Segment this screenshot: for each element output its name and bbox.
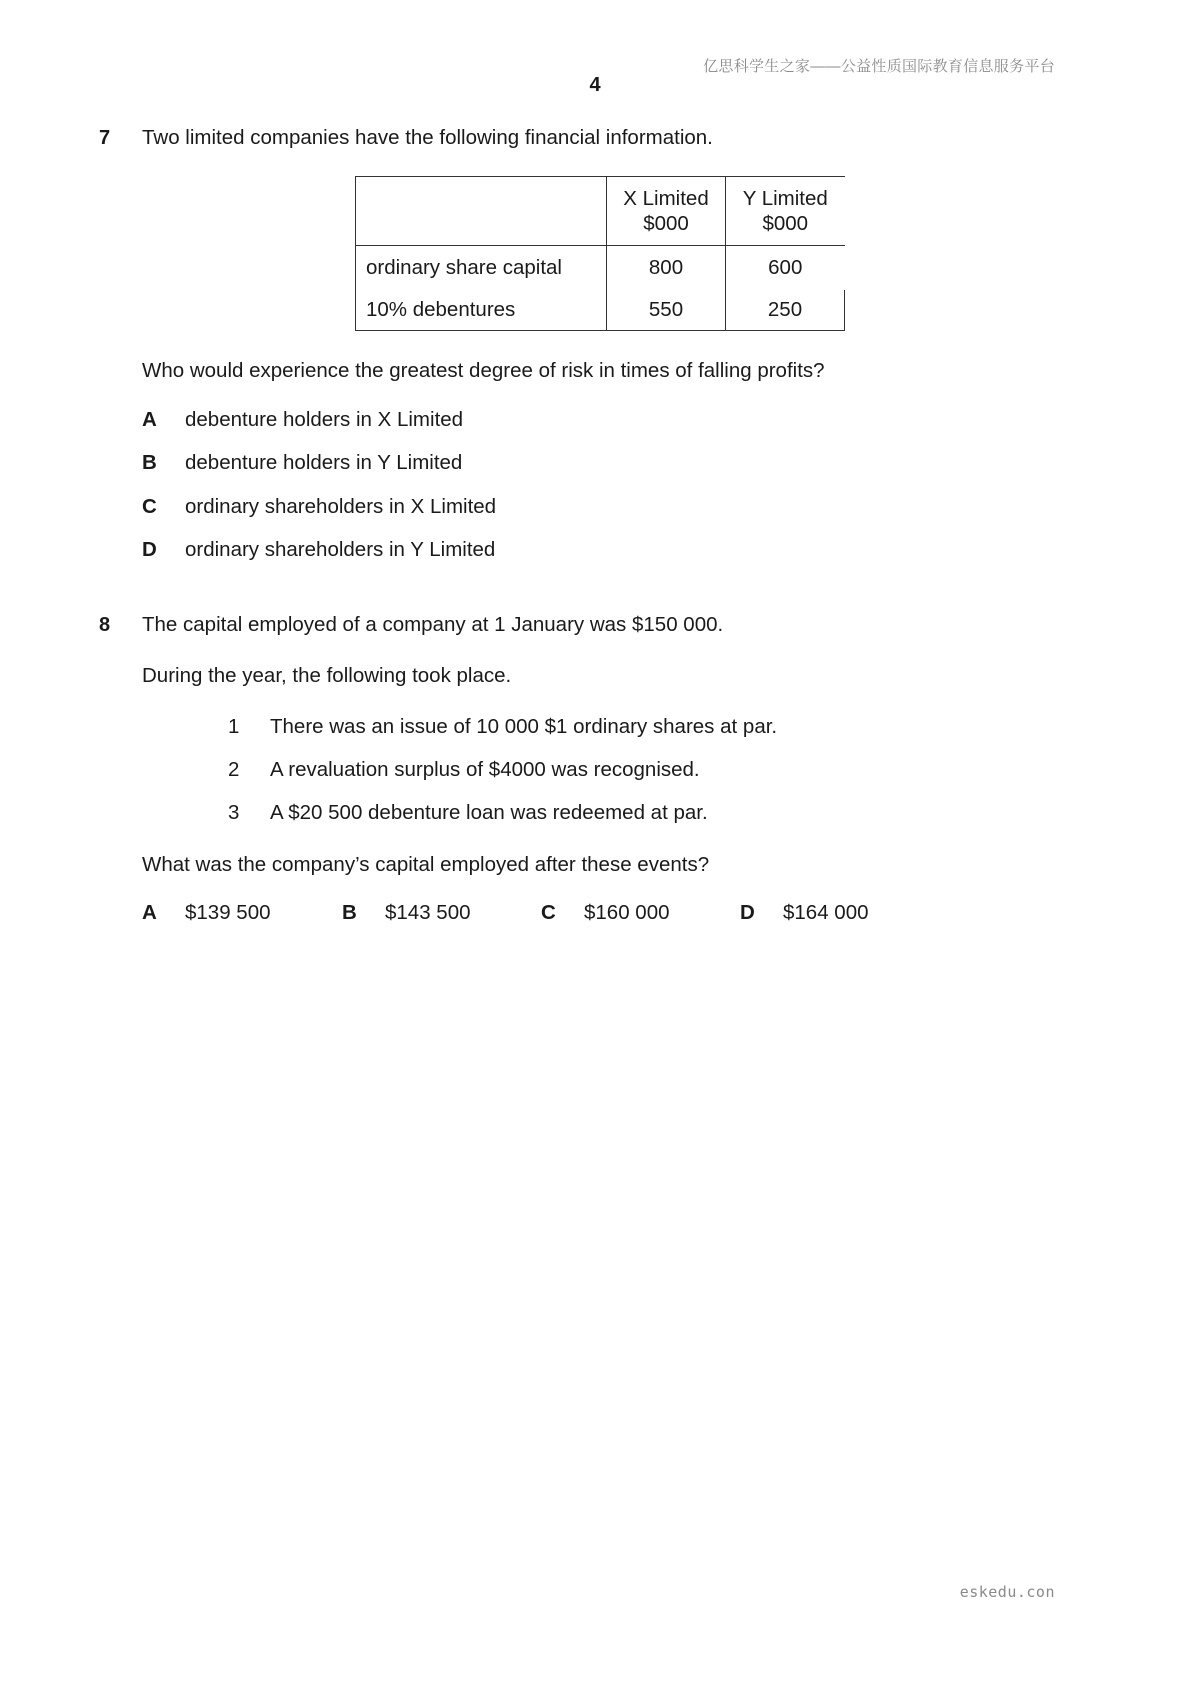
option-text: debenture holders in Y Limited xyxy=(185,451,463,474)
table-cell-y: 600 xyxy=(768,256,803,279)
table-cell-x: 550 xyxy=(607,290,726,331)
question-8-stem: The capital employed of a company at 1 January was $150 000. xyxy=(142,613,724,636)
table-row-label: ordinary share capital xyxy=(356,246,607,291)
option-letter: C xyxy=(142,495,157,518)
table-header-y-limited: Y Limited $000 xyxy=(726,177,845,246)
table-row-label: 10% debentures xyxy=(356,290,607,331)
option-text: $139 500 xyxy=(185,901,271,924)
option-letter: D xyxy=(142,538,157,561)
table-header-x-limited: X Limited $000 xyxy=(607,177,726,246)
option-text: $143 500 xyxy=(385,901,471,924)
option-letter: D xyxy=(740,901,755,924)
header-watermark: 亿思科学生之家——公益性质国际教育信息服务平台 xyxy=(703,58,1055,75)
table-header-row xyxy=(356,177,845,246)
option-letter: A xyxy=(142,408,157,431)
question-8-number: 8 xyxy=(99,614,111,636)
event-number: 2 xyxy=(228,758,240,781)
event-text: A $20 500 debenture loan was redeemed at par. xyxy=(270,801,708,824)
question-8-prompt: What was the company’s capital employed after these events? xyxy=(142,853,710,876)
question-7-prompt: Who would experience the greatest degree of risk in times of falling profits? xyxy=(142,359,825,382)
option-text: $164 000 xyxy=(783,901,869,924)
table-cell-x: 800 xyxy=(607,246,726,291)
option-letter: C xyxy=(541,901,556,924)
question-7-stem: Two limited companies have the following financial information. xyxy=(142,126,713,149)
event-number: 3 xyxy=(228,801,240,824)
table-cell-y: 250 xyxy=(726,290,845,331)
event-text: A revaluation surplus of $4000 was recognised. xyxy=(270,758,700,781)
option-letter: B xyxy=(142,451,157,474)
question-7-number: 7 xyxy=(99,127,111,149)
option-text: ordinary shareholders in Y Limited xyxy=(185,538,496,561)
option-text: $160 000 xyxy=(584,901,670,924)
option-text: debenture holders in X Limited xyxy=(185,408,464,431)
option-letter: A xyxy=(142,901,157,924)
option-text: ordinary shareholders in X Limited xyxy=(185,495,497,518)
table-header-blank xyxy=(356,177,607,246)
financial-info-table xyxy=(355,176,845,331)
question-8-intro: During the year, the following took place. xyxy=(142,664,512,687)
table-row xyxy=(356,290,845,331)
table-row xyxy=(356,246,845,291)
event-number: 1 xyxy=(228,715,240,738)
footer-watermark: eskedu.con xyxy=(959,1583,1055,1601)
page-number: 4 xyxy=(589,74,601,96)
event-text: There was an issue of 10 000 $1 ordinary shares at par. xyxy=(270,715,778,738)
option-letter: B xyxy=(342,901,357,924)
